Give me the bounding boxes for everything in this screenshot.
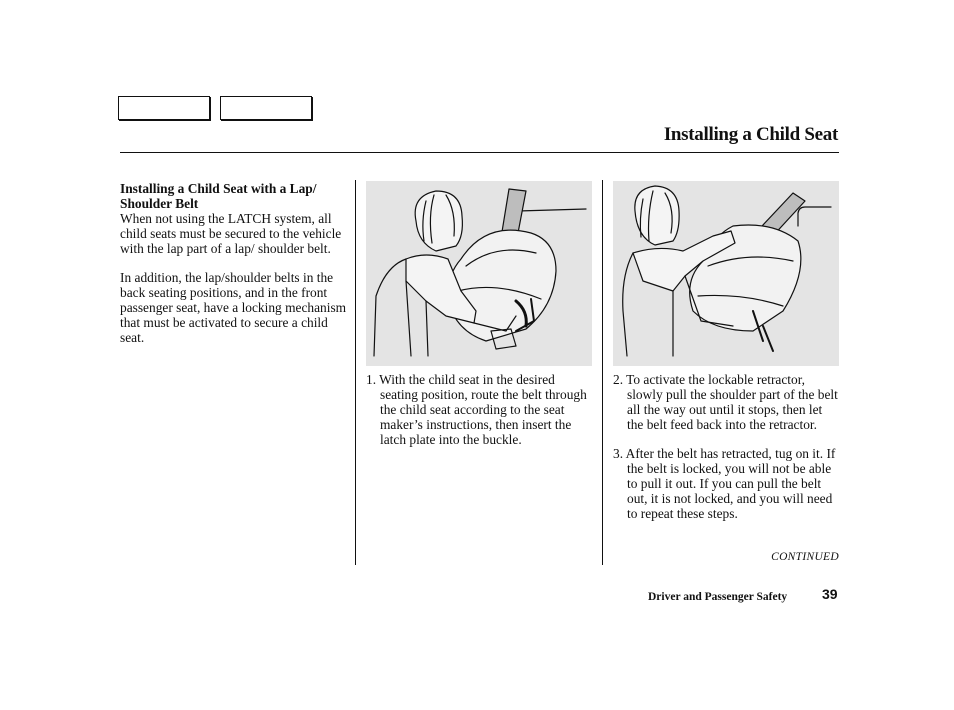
nav-tab-1[interactable] xyxy=(118,96,210,120)
nav-tab-2[interactable] xyxy=(220,96,312,120)
step-1: 1. With the child seat in the desired seating position, route the belt through the child seat according to the seat maker’s instructions, then insert the latch plate into the buckle. xyxy=(366,372,587,447)
page-title: Installing a Child Seat xyxy=(663,124,838,145)
right-column xyxy=(613,372,841,521)
middle-column xyxy=(366,372,594,447)
step-2: 2. To activate the lockable retractor, slowly pull the shoulder part of the belt all the way out until it stops, then let the belt feed back into the retractor. xyxy=(613,372,838,432)
locking-paragraph: In addition, the lap/shoulder belts in the back seating positions, and in the front passenger seat, have a locking mechanism that must be activated to secure a child seat. xyxy=(120,270,347,345)
column-divider-2 xyxy=(602,180,603,565)
column-divider-1 xyxy=(355,180,356,565)
footer-section-title: Driver and Passenger Safety xyxy=(648,591,788,603)
continued-label: CONTINUED xyxy=(771,551,839,563)
intro-paragraph: When not using the LATCH system, all child seats must be secured to the vehicle with the lap part of a lap/ shoulder belt. xyxy=(120,211,342,256)
illustration-pull-belt xyxy=(613,181,839,366)
step-3: 3. After the belt has retracted, tug on it. If the belt is locked, you will not be able to pull it out. If you can pull the belt out, it is not locked, and you will need to repeat these steps. xyxy=(613,446,836,521)
section-heading: Installing a Child Seat with a Lap/ Shoulder Belt xyxy=(120,181,317,211)
illustration-route-belt xyxy=(366,181,592,366)
page-number: 39 xyxy=(822,586,838,602)
left-column xyxy=(120,181,348,345)
title-rule xyxy=(120,152,839,153)
